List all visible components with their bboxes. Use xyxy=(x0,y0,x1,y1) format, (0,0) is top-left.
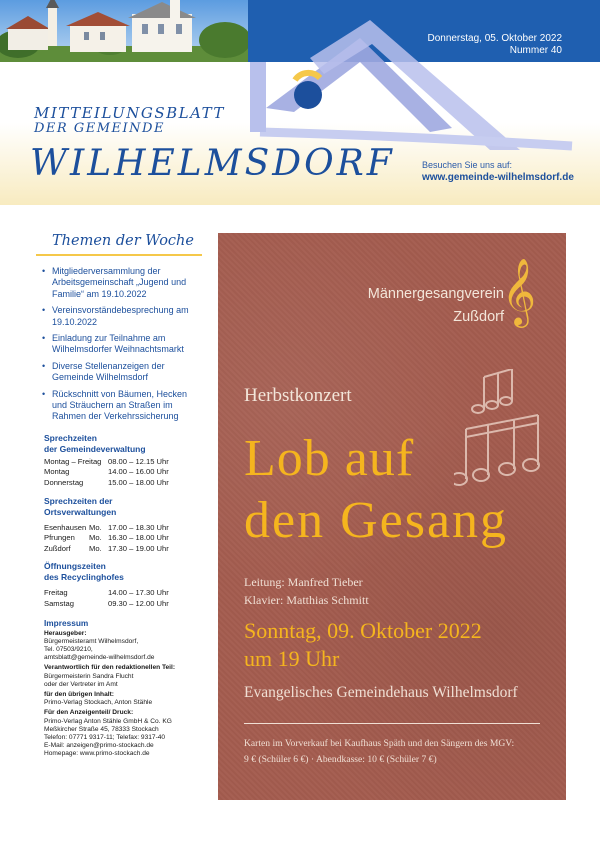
hours-day: Freitag xyxy=(44,588,68,598)
hours-row xyxy=(44,588,204,599)
publisher-label: Herausgeber: xyxy=(44,629,87,637)
hours-row xyxy=(44,467,204,478)
divider xyxy=(244,723,540,724)
hours-row xyxy=(44,599,204,610)
masthead-title-main: WILHELMSDORF xyxy=(30,143,395,184)
admin-hours-heading-1: Sprechzeiten xyxy=(44,432,97,443)
recycling-heading-2: des Recyclinghofes xyxy=(44,572,124,583)
responsible-line: oder der Vertreter im Amt xyxy=(44,680,118,688)
ads-email[interactable]: E-Mail: anzeigen@primo-stockach.de xyxy=(44,742,154,750)
masthead xyxy=(0,0,600,205)
recycling-hours xyxy=(36,561,204,609)
event-venue: Evangelisches Gemeindehaus Wilhelmsdorf xyxy=(244,684,518,701)
treble-clef-icon: 𝄞 xyxy=(501,257,536,325)
ads-line: Primo-Verlag Anton Stähle GmbH & Co. KG xyxy=(44,717,172,725)
hours-time: 09.30 – 12.00 Uhr xyxy=(108,599,169,609)
themes-title: Themen der Woche xyxy=(52,233,194,249)
publisher-email[interactable]: amtsblatt@gemeinde-wilhelmsdorf.de xyxy=(44,654,155,662)
event-time: um 19 Uhr xyxy=(244,646,340,671)
hours-time: 08.00 – 12.15 Uhr xyxy=(108,456,169,466)
ads-line: Telefon: 07771 9317-11; Telefax: 9317-40 xyxy=(44,734,166,742)
hours-place: Pfrungen xyxy=(44,533,75,543)
admin-hours-heading-2: der Gemeindeverwaltung xyxy=(44,443,146,454)
website-link[interactable]: www.gemeinde-wilhelmsdorf.de xyxy=(422,172,574,183)
theme-item[interactable] xyxy=(42,305,204,328)
admin-hours-table xyxy=(44,457,204,489)
other-content-label: für den übrigen Inhalt: xyxy=(44,691,114,699)
local-hours-heading-1: Sprechzeiten der xyxy=(44,495,113,506)
theme-item[interactable] xyxy=(42,361,204,384)
recycling-heading-1: Öffnungszeiten xyxy=(44,561,106,572)
issue-date: Donnerstag, 05. Oktober 2022 xyxy=(427,33,562,44)
hours-row xyxy=(44,457,204,468)
event-date: Sonntag, 09. Oktober 2022 xyxy=(244,618,482,643)
hours-day: Mo. xyxy=(89,543,102,553)
hours-day: Mo. xyxy=(89,533,102,543)
theme-item-text: Diverse Stellenanzeigen der Gemeinde Wilhelmsdorf xyxy=(52,360,165,383)
publisher-line: Tel. 07503/9210, xyxy=(44,646,93,654)
admin-hours xyxy=(36,433,204,489)
theme-item[interactable] xyxy=(42,333,204,356)
hours-place: Esenhausen xyxy=(44,522,87,532)
theme-item-text: Vereinsvorständebesprechung am 19.10.2022 xyxy=(52,305,189,327)
ads-line: Meßkircher Straße 45, 78333 Stockach xyxy=(44,725,159,733)
hours-row xyxy=(44,478,204,489)
choir-name: Männergesangverein xyxy=(367,286,504,302)
hours-time: 16.30 – 18.00 Uhr xyxy=(108,533,169,543)
masthead-title-line2: DER GEMEINDE xyxy=(34,121,165,136)
theme-item[interactable] xyxy=(42,266,204,300)
concert-title-line1: Lob auf xyxy=(244,430,415,487)
theme-item-text: Rückschnitt von Bäumen, Hecken und Sträuchern an Straßen im Rahmen der Verkehrssicherung xyxy=(52,388,188,422)
themes-header xyxy=(36,228,202,256)
credit-conductor: Leitung: Manfred Tieber xyxy=(244,575,363,589)
concert-poster xyxy=(218,233,566,800)
hours-day: Mo. xyxy=(89,522,102,532)
themes-list xyxy=(36,266,204,423)
hours-row xyxy=(44,523,204,534)
other-content-line: Primo-Verlag Stockach, Anton Stähle xyxy=(44,699,153,707)
impressum-heading: Impressum xyxy=(44,617,89,628)
hours-place: Zußdorf xyxy=(44,543,71,553)
hours-time: 17.30 – 19.00 Uhr xyxy=(108,543,169,553)
bullet-icon: • xyxy=(42,360,46,371)
concert-title-line2: den Gesang xyxy=(244,492,509,549)
theme-item-text: Einladung zur Teilnahme am Wilhelmsdorfer Weihnachtsmarkt xyxy=(52,333,184,355)
responsible-label: Verantwortlich für den redaktionellen Teil: xyxy=(44,664,176,672)
responsible-line: Bürgermeisterin Sandra Flucht xyxy=(44,672,134,680)
hours-row xyxy=(44,533,204,544)
ads-homepage[interactable]: Homepage: www.primo-stockach.de xyxy=(44,750,150,758)
hours-time: 17.00 – 18.30 Uhr xyxy=(108,522,169,532)
theme-item-text: Mitgliederversammlung der Arbeitsgemeinschaft „Jugend und Familie“ am 19.10.2022 xyxy=(52,266,187,299)
ticket-info: Karten im Vorverkauf bei Kaufhaus Späth und den Sängern des MGV: xyxy=(244,738,515,749)
hours-day: Samstag xyxy=(44,599,74,609)
hours-day: Montag xyxy=(44,467,70,477)
bullet-icon: • xyxy=(42,388,46,399)
local-hours-table xyxy=(44,523,204,555)
hours-day: Donnerstag xyxy=(44,478,84,488)
hours-row xyxy=(44,544,204,555)
concert-type: Herbstkonzert xyxy=(244,385,352,406)
village-photo xyxy=(0,0,248,62)
hours-time: 14.00 – 16.00 Uhr xyxy=(108,467,169,477)
publisher-line: Bürgermeisteramt Wilhelmsdorf, xyxy=(44,637,139,645)
hours-time: 14.00 – 17.30 Uhr xyxy=(108,588,169,598)
issue-number: Nummer 40 xyxy=(509,45,562,56)
sidebar xyxy=(36,228,204,759)
choir-location: Zußdorf xyxy=(453,309,504,325)
ads-label: Für den Anzeigenteil/ Druck: xyxy=(44,709,134,717)
recycling-hours-table xyxy=(44,588,204,609)
impressum xyxy=(36,618,204,759)
local-hours xyxy=(36,496,204,555)
local-hours-heading-2: Ortsverwaltungen xyxy=(44,506,117,517)
website-label: Besuchen Sie uns auf: xyxy=(422,160,513,170)
bullet-icon: • xyxy=(42,305,46,316)
hours-day: Montag – Freitag xyxy=(44,456,102,466)
masthead-title-line1: MITTEILUNGSBLATT xyxy=(34,104,225,122)
bullet-icon: • xyxy=(42,266,46,276)
credit-piano: Klavier: Matthias Schmitt xyxy=(244,593,369,607)
hours-time: 15.00 – 18.00 Uhr xyxy=(108,478,169,488)
bullet-icon: • xyxy=(42,333,46,344)
ticket-prices: 9 € (Schüler 6 €) · Abendkasse: 10 € (Schüler 7 €) xyxy=(244,754,437,765)
theme-item[interactable] xyxy=(42,389,204,423)
